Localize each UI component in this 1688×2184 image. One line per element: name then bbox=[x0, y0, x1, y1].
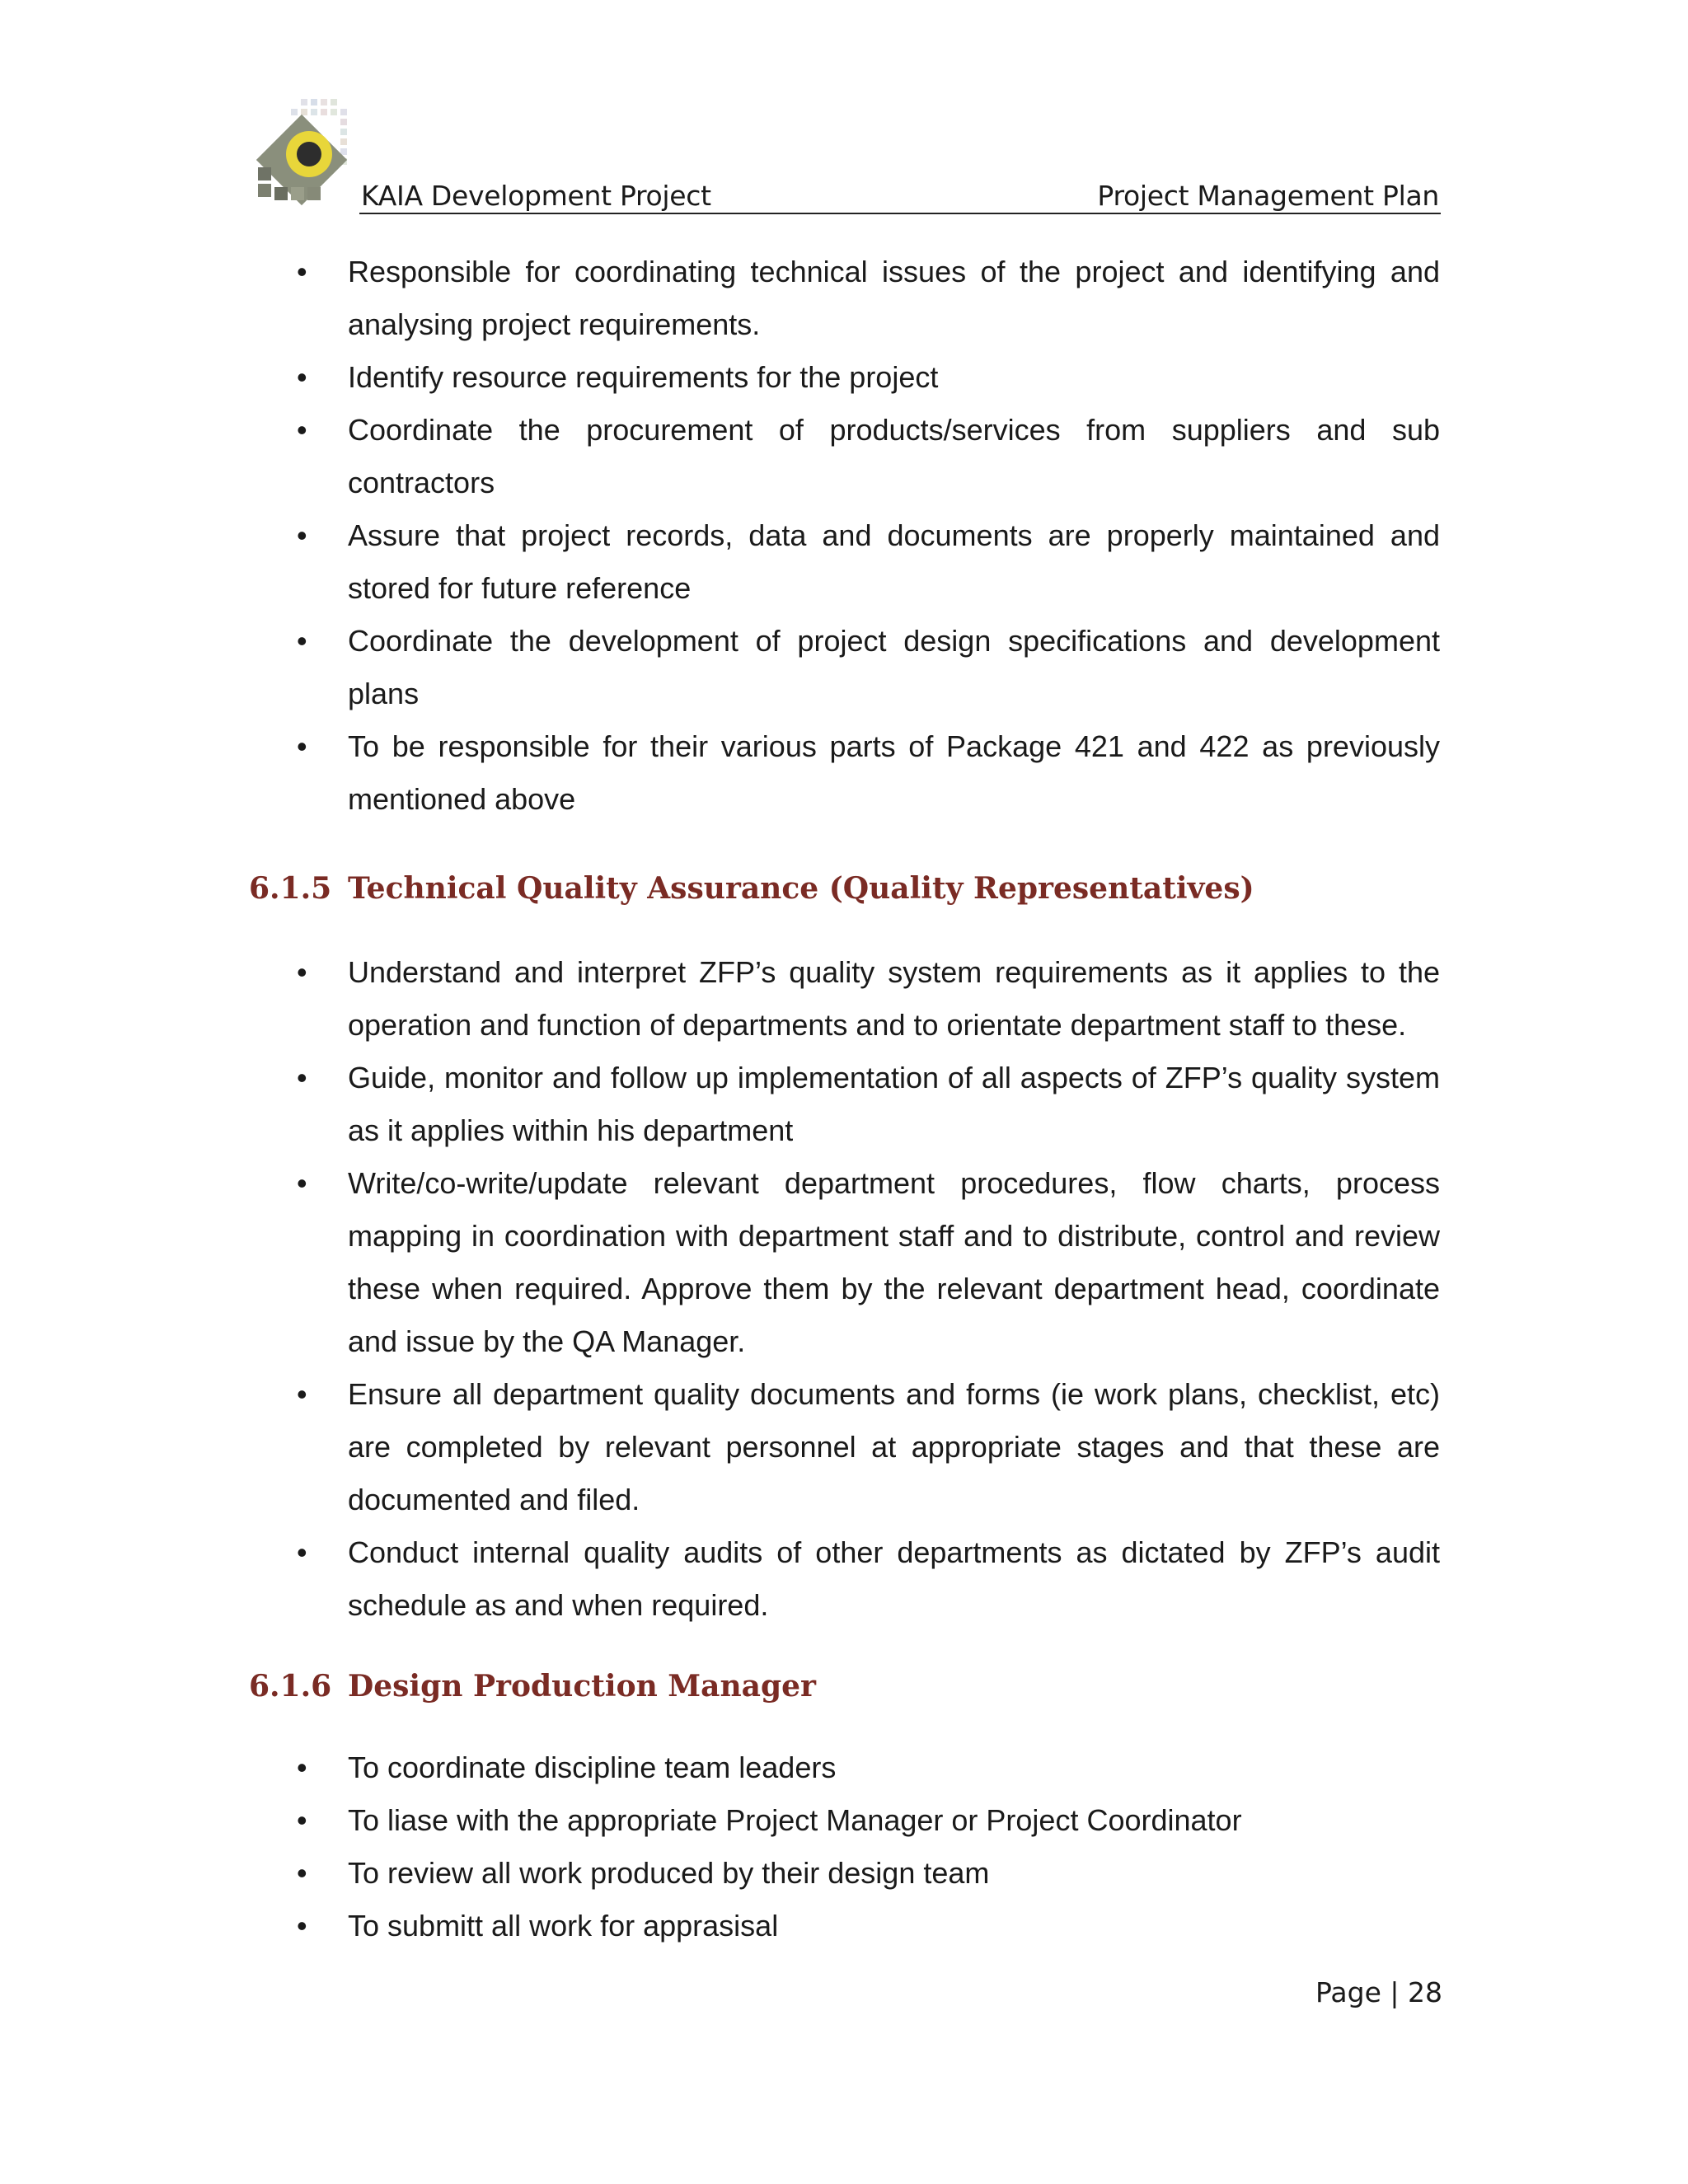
list-item: • To be responsible for their various parts of Package 421 and 422 as previously mentioned above bbox=[0, 720, 1688, 826]
section-number: 6.1.5 bbox=[249, 871, 332, 906]
header-document-title: Project Management Plan bbox=[1097, 180, 1439, 212]
list-item: • Responsible for coordinating technical issues of the project and identifying and analysing project requirements. bbox=[0, 246, 1688, 351]
list-item: • To submitt all work for apprasisal bbox=[0, 1900, 1688, 1952]
section-number: 6.1.6 bbox=[249, 1669, 332, 1704]
list-item: • Identify resource requirements for the project bbox=[0, 351, 1688, 404]
list-item: • Assure that project records, data and documents are properly maintained and stored for future reference bbox=[0, 509, 1688, 615]
section-heading-6-1-6 bbox=[249, 1669, 816, 1704]
list-item: • Conduct internal quality audits of other departments as dictated by ZFP’s audit schedule as and when required. bbox=[0, 1526, 1688, 1632]
section-title: Design Production Manager bbox=[348, 1669, 817, 1704]
list-item: • Coordinate the development of project design specifications and development plans bbox=[0, 615, 1688, 720]
section-heading-6-1-5 bbox=[249, 871, 1254, 906]
list-item: • To coordinate discipline team leaders bbox=[0, 1741, 1688, 1794]
header-rule bbox=[359, 213, 1441, 214]
organization-logo bbox=[251, 95, 359, 210]
intro-bullet-list bbox=[0, 246, 1688, 826]
section-title: Technical Quality Assurance (Quality Representatives) bbox=[348, 871, 1254, 906]
list-item: • To liase with the appropriate Project Manager or Project Coordinator bbox=[0, 1794, 1688, 1847]
list-item: • Coordinate the procurement of products/services from suppliers and sub contractors bbox=[0, 404, 1688, 509]
header-project-name: KAIA Development Project bbox=[361, 180, 711, 212]
page-number: Page | 28 bbox=[1315, 1976, 1442, 2008]
quality-assurance-bullet-list bbox=[0, 946, 1688, 1632]
list-item: • To review all work produced by their design team bbox=[0, 1847, 1688, 1900]
design-production-bullet-list bbox=[0, 1741, 1688, 1952]
list-item: • Guide, monitor and follow up implementation of all aspects of ZFP’s quality system as it applies within his department bbox=[0, 1052, 1688, 1157]
list-item: • Ensure all department quality documents and forms (ie work plans, checklist, etc) are completed by relevant personnel at appropriate stages and that these are documented and filed. bbox=[0, 1368, 1688, 1526]
list-item: • Write/co-write/update relevant department procedures, flow charts, process mapping in coordination with department staff and to distribute, control and review these when required. Approve them by the relevant department head, coordinate and issue by the QA Manager. bbox=[0, 1157, 1688, 1368]
list-item: • Understand and interpret ZFP’s quality system requirements as it applies to the operation and function of departments and to orientate department staff to these. bbox=[0, 946, 1688, 1052]
